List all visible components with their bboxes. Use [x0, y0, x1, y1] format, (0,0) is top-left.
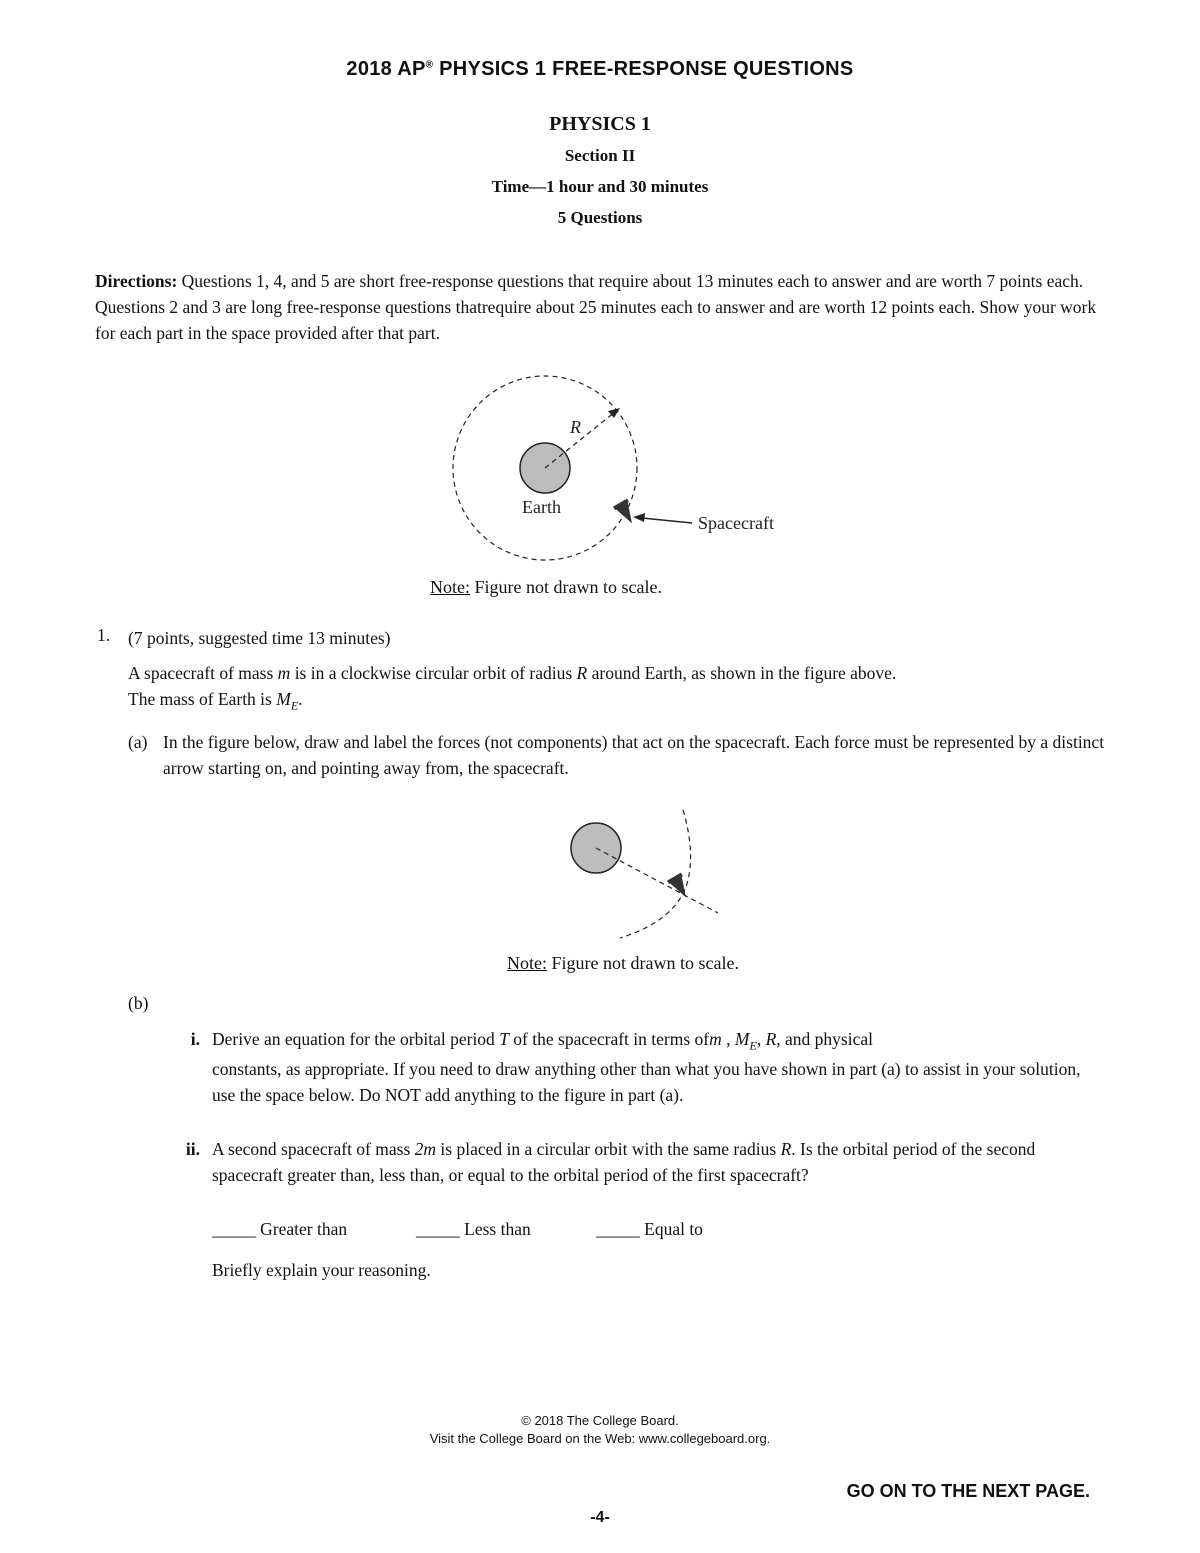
- part-a-text: In the figure below, draw and label the forces (not components) that act on the spacecraft. Each force must be represented by a distinct arrow starting on, and pointing away from, the spacecraft.: [163, 732, 1105, 778]
- earth-label: Earth: [522, 497, 561, 517]
- force-figure: [560, 805, 730, 950]
- course-title: PHYSICS 1: [549, 113, 651, 135]
- spacecraft-pointer-arrowhead: [633, 513, 645, 522]
- option-less-than[interactable]: [416, 1219, 531, 1240]
- spacecraft-icon: [613, 499, 639, 528]
- radius-label: R: [570, 417, 581, 437]
- question-intro: A spacecraft of mass m is in a clockwise circular orbit of radius R around Earth, as shown in the figure above. The mass of Earth is $M_E$.: [128, 663, 897, 713]
- figure2-note: Note: Figure not drawn to scale.: [507, 953, 739, 973]
- part-a-label: (a): [128, 732, 148, 752]
- option-equal-to[interactable]: [596, 1219, 703, 1240]
- orbit-figure: [430, 365, 830, 570]
- answer-blank[interactable]: _____: [416, 1219, 460, 1239]
- question-count: 5 Questions: [557, 208, 643, 227]
- radial-dashed-line: [596, 848, 718, 913]
- part-bii-text: A second spacecraft of mass 2m is placed in a circular orbit with the same radius R. Is the orbital period of the second spacecraft greater than, less than, or equal to the orbital period of the first spacecraft?: [212, 1139, 1036, 1185]
- answer-blank[interactable]: _____: [212, 1219, 256, 1239]
- spacecraft-label: Spacecraft: [698, 513, 774, 533]
- part-b-label: (b): [128, 993, 149, 1013]
- part-bi-label: i.: [190, 1029, 200, 1049]
- section-label: Section II: [564, 146, 636, 165]
- explain-prompt: Briefly explain your reasoning.: [212, 1260, 431, 1280]
- question-header: (7 points, suggested time 13 minutes): [128, 628, 391, 648]
- visit-line: Visit the College Board on the Web: www.collegeboard.org.: [429, 1431, 771, 1446]
- time-label: Time—1 hour and 30 minutes: [491, 177, 709, 196]
- directions-text: Questions 1, 4, and 5 are short free-response questions that require about 13 minutes each to answer and are worth 7 points each. Questions 2 and 3 are long free-response questions thatrequire about 25 minutes each to answer and are worth 12 points each. Show your work for each part in the space provided after that part.: [95, 271, 1097, 343]
- part-bi-line2: constants, as appropriate. If you need to draw anything other than what you have shown in part (a) to assist in your solution, use the space below. Do NOT add anything to the figure in part (a).: [212, 1059, 1081, 1105]
- registered-mark: ®: [425, 59, 434, 71]
- question-number: 1.: [97, 625, 111, 645]
- part-bi-line1: Derive an equation for the orbital period T of the spacecraft in terms ofm , $M_E$, R, and physical: [212, 1029, 873, 1053]
- spacecraft-pointer-line: [642, 518, 692, 523]
- copyright-line: © 2018 The College Board.: [521, 1413, 679, 1428]
- directions-paragraph: [95, 268, 1105, 346]
- part-bii-label: ii.: [185, 1139, 200, 1159]
- directions-label: Directions:: [95, 271, 178, 291]
- option-greater-than[interactable]: [212, 1219, 347, 1240]
- option-label: Less than: [464, 1219, 531, 1239]
- option-label: Equal to: [644, 1219, 703, 1239]
- next-page-label: GO ON TO THE NEXT PAGE.: [846, 1481, 1090, 1501]
- answer-blank[interactable]: _____: [596, 1219, 640, 1239]
- figure1-note: Note: Figure not drawn to scale.: [430, 577, 662, 597]
- page-number: -4-: [590, 1509, 610, 1526]
- page-header-title: 2018 AP® PHYSICS 1 FREE-RESPONSE QUESTIONS: [346, 58, 854, 80]
- option-label: Greater than: [260, 1219, 348, 1239]
